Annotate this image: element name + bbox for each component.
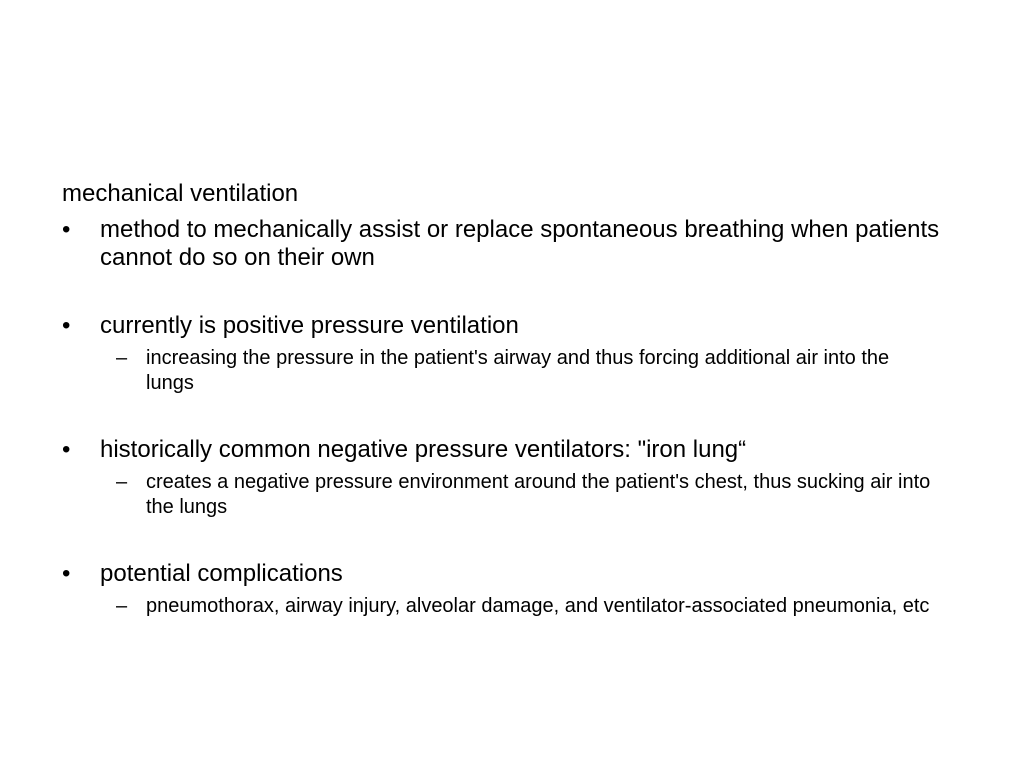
bullet-item — [62, 312, 962, 340]
sub-bullet-item — [116, 594, 936, 619]
sub-bullet-marker: – — [116, 595, 128, 617]
sub-bullet-item — [116, 470, 936, 520]
bullet-marker: • — [62, 436, 71, 463]
bullet-item — [62, 216, 962, 272]
sub-bullet-text: pneumothorax, airway injury, alveolar damage, and ventilator-associated pneumonia, etc — [146, 595, 930, 617]
bullet-item — [62, 436, 962, 464]
slide-heading: mechanical ventilation — [62, 180, 299, 207]
bullet-marker: • — [62, 312, 71, 339]
bullet-text: currently is positive pressure ventilation — [100, 312, 519, 339]
sub-bullet-text: increasing the pressure in the patient's airway and thus forcing additional air into the lungs — [146, 347, 890, 394]
sub-bullet-item — [116, 346, 936, 396]
sub-bullet-marker: – — [116, 347, 128, 369]
bullet-text: method to mechanically assist or replace spontaneous breathing when patients cannot do so on their own — [100, 216, 940, 271]
sub-bullet-text: creates a negative pressure environment around the patient's chest, thus sucking air into the lungs — [146, 471, 931, 518]
bullet-item — [62, 560, 962, 588]
bullet-text: historically common negative pressure ventilators: "iron lung“ — [100, 436, 747, 463]
bullet-text: potential complications — [100, 560, 343, 587]
bullet-marker: • — [62, 216, 71, 243]
sub-bullet-marker: – — [116, 471, 128, 493]
bullet-marker: • — [62, 560, 71, 587]
